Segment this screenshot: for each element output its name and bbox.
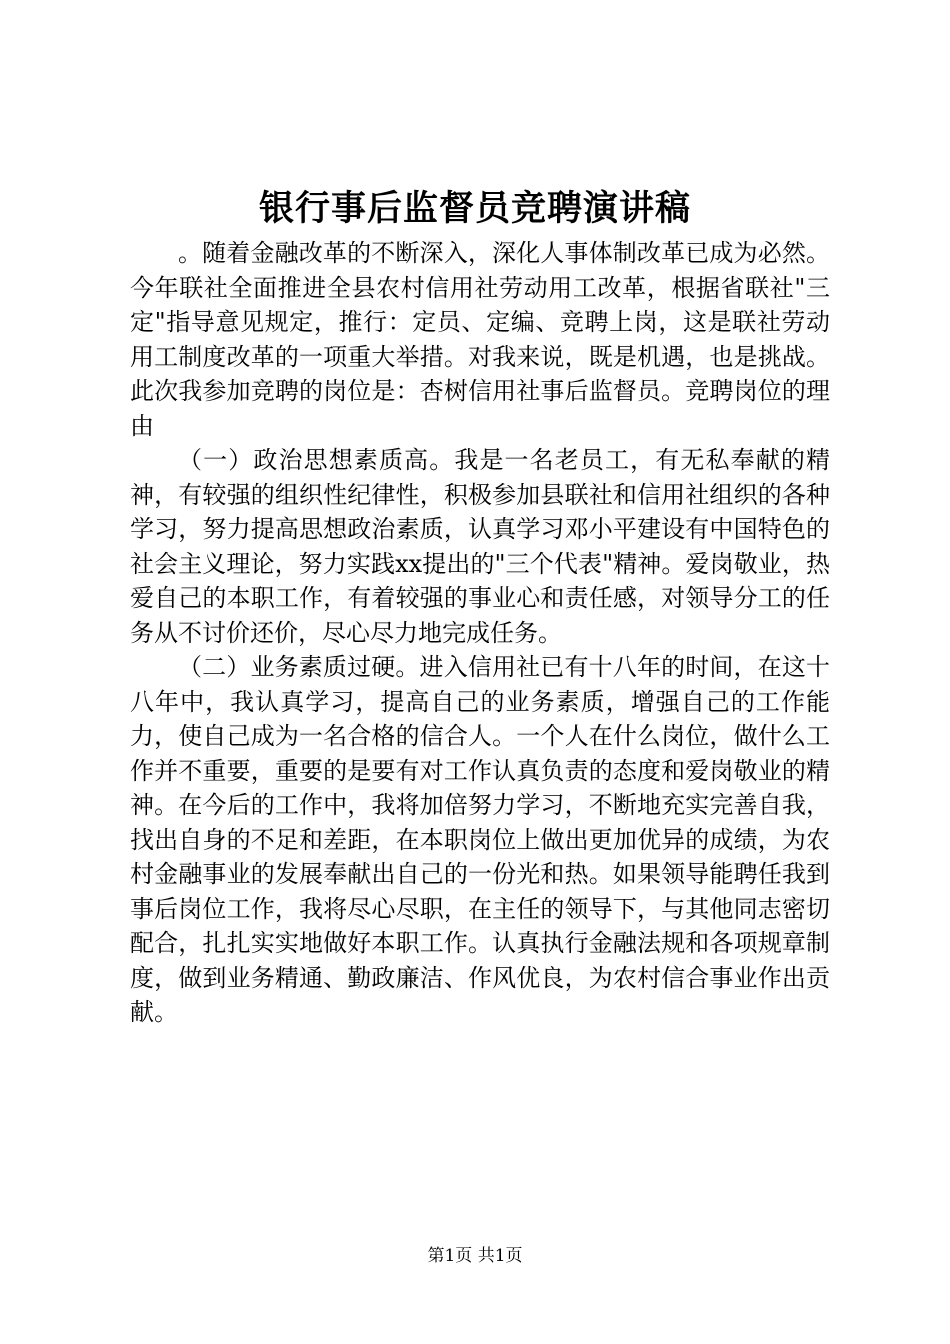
paragraph-intro: 。随着金融改革的不断深入，深化人事体制改革已成为必然。今年联社全面推进全县农村信用社劳动用工改革，根据省联社"三定"指导意见规定，推行：定员、定编、竞聘上岗，这是联社劳动用工制度改革的一项重大举措。对我来说，既是机遇，也是挑战。此次我参加竞聘的岗位是：杏树信用社事后监督员。竞聘岗位的理由 xyxy=(130,239,830,440)
document-body xyxy=(130,236,830,1030)
page-number-footer: 第1页 共1页 xyxy=(427,1246,523,1266)
paragraph-political-quality: （一）政治思想素质高。我是一名老员工，有无私奉献的精神，有较强的组织性纪律性，积极参加县联社和信用社组织的各种学习，努力提高思想政治素质，认真学习邓小平建设有中国特色的社会主义理论，努力实践xx提出的"三个代表"精神。爱岗敬业，热爱自己的本职工作，有着较强的事业心和责任感，对领导分工的任务从不讨价还价，尽心尽力地完成任务。 xyxy=(130,446,830,647)
paragraph-business-quality: （二）业务素质过硬。进入信用社已有十八年的时间，在这十八年中，我认真学习，提高自己的业务素质，增强自己的工作能力，使自己成为一名合格的信合人。一个人在什么岗位，做什么工作并不重要，重要的是要有对工作认真负责的态度和爱岗敬业的精神。在今后的工作中，我将加倍努力学习，不断地充实完善自我，找出自身的不足和差距，在本职岗位上做出更加优异的成绩，为农村金融事业的发展奉献出自己的一份光和热。如果领导能聘任我到事后岗位工作，我将尽心尽职，在主任的领导下，与其他同志密切配合，扎扎实实地做好本职工作。认真执行金融法规和各项规章制度，做到业务精通、勤政廉洁、作风优良，为农村信合事业作出贡献。 xyxy=(130,653,830,1026)
document-title: 银行事后监督员竞聘演讲稿 xyxy=(258,188,691,229)
